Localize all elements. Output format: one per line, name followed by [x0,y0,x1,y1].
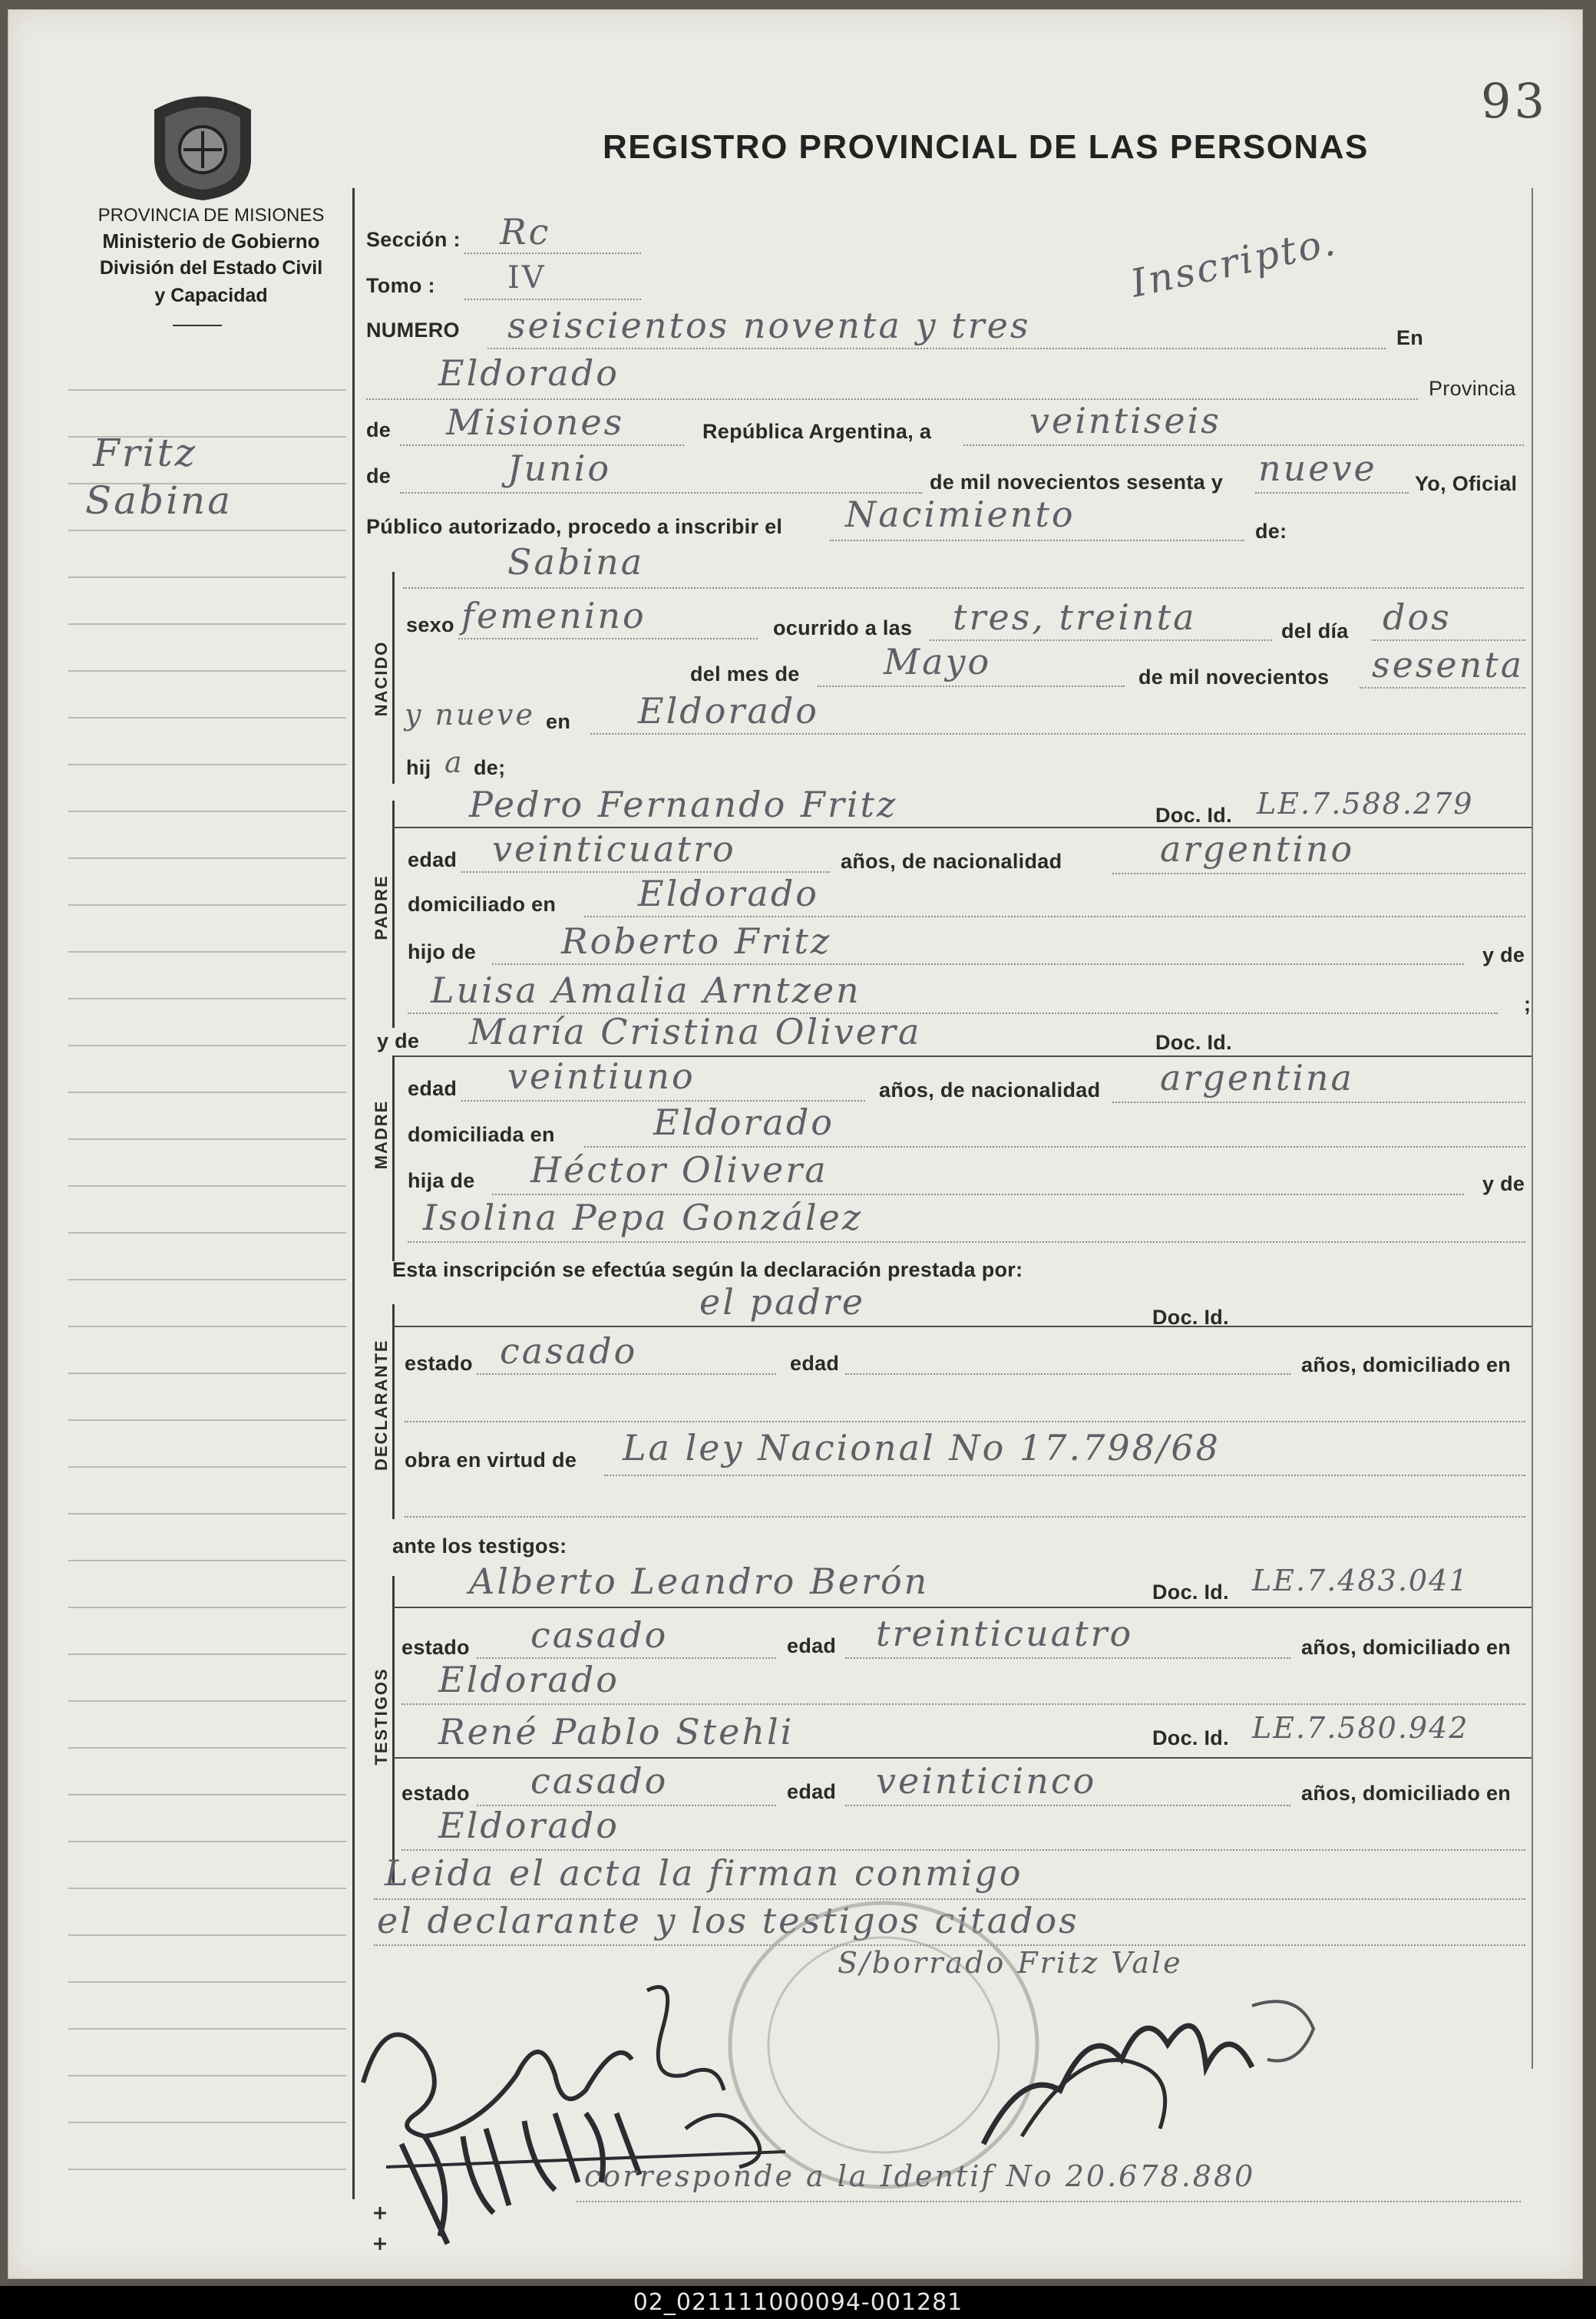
testigo2-doc-label: Doc. Id. [1152,1726,1229,1749]
numero-line [487,348,1386,349]
testigo1-dom-line [401,1703,1525,1705]
ocurrido-label: ocurrido a las [773,616,913,639]
tomo-line [464,299,641,300]
page-number: 93 [1481,73,1548,129]
margin-rule [68,1232,346,1234]
cierre-text-3: S/borrado Fritz Vale [838,1946,1183,1980]
testigo1-doc-label: Doc. Id. [1152,1581,1229,1604]
provincia-value: Misiones [446,401,625,443]
testigo2-estado-value: casado [530,1760,669,1802]
testigo2-dom-value: Eldorado [438,1805,620,1846]
nombre-value: Sabina [507,541,645,583]
testigo1-edad-value: treinticuatro [876,1613,1134,1654]
margin-rule [68,998,346,999]
en-nac-label: en [546,710,571,733]
testigo1-name: Alberto Leandro Berón [469,1561,930,1602]
testigo1-anios-label: años, domiciliado en [1301,1636,1512,1659]
anio-nac-cont: y nueve [405,698,535,732]
provincia-line [400,444,684,446]
sexo-line [458,638,758,639]
madre-dom-label: domiciliada en [408,1123,555,1146]
provincia-label: Provincia [1429,377,1516,400]
madre-name: María Cristina Olivera [469,1011,922,1052]
padre-hijo-de-label: hijo de [408,940,477,963]
margin-rule [68,1700,346,1702]
acto-value: Nacimiento [845,494,1076,535]
del-dia-label: del día [1281,619,1349,643]
padre-dom-value: Eldorado [638,873,819,914]
obra-value: La ley Nacional No 17.798/68 [623,1427,1221,1468]
declarante-estado-label: estado [405,1352,473,1375]
margin-rule [68,1419,346,1421]
oficial-label: Yo, Oficial [1415,472,1518,495]
del-mes-label: del mes de [690,662,800,685]
seccion-line [464,253,641,254]
padre-semicolon: ; [1524,993,1532,1016]
obra-label: obra en virtud de [405,1449,577,1472]
page-title: REGISTRO PROVINCIAL DE LAS PERSONAS [603,128,1369,166]
padre-madre-value: Luisa Amalia Arntzen [431,970,861,1011]
main-left-rule [352,188,355,2199]
testigo2-edad-value: veinticinco [876,1760,1097,1802]
anio-nac-value: sesenta [1372,644,1525,685]
madre-y-de-label: y de [377,1029,420,1052]
de-label: de [366,418,392,441]
madre-dom-line [584,1146,1525,1148]
tomo-value: IV [507,260,547,296]
tomo-label: Tomo : [366,274,435,297]
madre-nac-line [1112,1102,1525,1103]
anio-line [1255,492,1409,494]
margin-rule [68,1138,346,1140]
en-label: En [1396,326,1424,349]
margin-rule [68,1607,346,1608]
declarante-name: el padre [699,1281,866,1323]
agency-capacity: y Capacidad [154,285,268,306]
dia-value: veintiseis [1029,400,1221,441]
madre-nac-label: años, de nacionalidad [879,1079,1101,1102]
declarante-anios-label: años, domiciliado en [1301,1353,1512,1376]
padre-dom-line [584,916,1525,917]
madre-y-de-label-2: y de [1482,1172,1525,1195]
madre-rule [392,1055,395,1261]
madre-madre-line [408,1241,1525,1243]
padre-dom-label: domiciliado en [408,893,557,916]
lugar-nac-value: Eldorado [638,690,819,732]
declarante-name-rule [392,1326,1532,1327]
mil-nac-label: de mil novecientos [1138,666,1330,689]
footnote-text: corresponde a la Identif No 20.678.880 [584,2159,1256,2193]
anio-nac-line [1360,687,1525,689]
declarante-edad-line [845,1373,1290,1375]
madre-padre-value: Héctor Olivera [530,1149,828,1191]
signature-official [976,1975,1344,2159]
margin-rule [68,576,346,578]
nacido-rule [392,572,395,784]
madre-dom-value: Eldorado [653,1102,834,1143]
margin-rule [68,717,346,718]
coat-of-arms-seal [147,87,259,202]
lugar-value: Eldorado [438,352,620,394]
margin-rule [68,1466,346,1468]
testigo2-dom-line [401,1849,1525,1851]
tab-nacido: NACIDO [372,640,391,717]
margin-rule [68,857,346,859]
testigo1-estado-label: estado [401,1636,470,1659]
margin-rule [68,764,346,765]
lugar-line [366,398,1418,400]
margin-rule [68,1981,346,1983]
padre-padre-value: Roberto Fritz [561,920,832,962]
madre-hija-de-label: hija de [408,1169,475,1192]
margin-rule [68,951,346,953]
padre-doc-value: LE.7.588.279 [1257,787,1474,821]
tab-madre: MADRE [372,1099,391,1170]
margin-rule [68,1373,346,1374]
declarante-edad-label: edad [790,1352,840,1375]
lugar-nac-line [590,733,1525,735]
testigo2-edad-label: edad [787,1780,837,1803]
margin-rule [68,1888,346,1889]
testigo2-edad-line [845,1805,1290,1806]
hijo-de-label: de; [474,756,506,779]
sexo-value: femenino [461,595,646,636]
padre-name: Pedro Fernando Fritz [469,784,898,825]
de-colon-label: de: [1255,520,1287,543]
register-page [8,9,1583,2279]
margin-rule [68,1560,346,1561]
mes-value: Junio [507,448,612,489]
padre-nac-label: años, de nacionalidad [841,850,1062,873]
padre-nac-line [1112,873,1525,874]
margin-rule [68,1279,346,1280]
margin-rule [68,2075,346,2076]
margin-rule [68,1092,346,1093]
mes-nac-line [818,685,1125,687]
obra-line [604,1475,1525,1476]
padre-nac-value: argentino [1160,828,1355,870]
margin-rule [68,1513,346,1515]
hora-value: tres, treinta [953,596,1197,638]
declarante-doc-label: Doc. Id. [1152,1306,1229,1329]
scan-footer-bar [0,2286,1596,2319]
margin-rule [68,904,346,906]
margin-rule [68,1045,346,1046]
testigo1-edad-line [845,1657,1290,1659]
declarante-dom-line [405,1421,1525,1422]
margin-rule [68,811,346,812]
declaracion-label: Esta inscripción se efectúa según la declaración prestada por: [392,1258,1023,1281]
mes-nac-value: Mayo [884,641,992,682]
margin-rule [68,1747,346,1749]
testigo1-estado-value: casado [530,1614,669,1656]
testigo1-edad-label: edad [787,1634,837,1657]
signature-declarante-and-witness [355,1960,893,2251]
testigo2-estado-label: estado [401,1782,470,1805]
cierre-text-1: Leida el acta la firman conmigo [385,1852,1023,1894]
tab-declarante: DECLARANTE [372,1339,391,1471]
main-right-rule [1532,188,1533,2069]
declarante-rule [392,1304,395,1519]
dia-nac-line [1372,639,1525,641]
agency-province: PROVINCIA DE MISIONES [97,205,325,226]
padre-doc-label: Doc. Id. [1155,804,1232,827]
margin-rule [68,623,346,625]
padre-edad-value: veinticuatro [492,828,736,870]
seccion-label: Sección : [366,228,461,251]
madre-madre-value: Isolina Pepa González [423,1197,864,1238]
declarante-estado-value: casado [500,1330,638,1372]
hijo-suffix: a [444,745,464,779]
margin-rule [68,1185,346,1187]
margin-rule [68,1841,346,1842]
madre-nac-value: argentina [1160,1057,1354,1098]
testigo2-name: René Pablo Stehli [438,1711,795,1752]
testigo1-name-rule [392,1607,1532,1608]
margin-rule [68,1653,346,1655]
madre-edad-value: veintiuno [507,1055,696,1097]
agency-ministry: Ministerio de Gobierno [102,230,320,253]
padre-padre-line [492,963,1464,965]
scan-id: 02_021111000094-001281 [633,2289,963,2316]
anio-value: nueve [1258,448,1377,489]
numero-label: NUMERO [366,319,460,342]
margin-rule [68,1934,346,1936]
tab-testigos: TESTIGOS [372,1667,391,1766]
sexo-label: sexo [406,613,454,636]
obra-line-2 [405,1516,1525,1518]
de-label-2: de [366,464,392,487]
padre-edad-label: edad [408,848,458,871]
dia-line [963,444,1524,446]
publico-label: Público autorizado, procedo a inscribir el [366,515,783,538]
madre-doc-label: Doc. Id. [1155,1031,1232,1054]
margin-rule [68,2028,346,2030]
seccion-value: Rc [500,211,551,253]
padre-y-de-label: y de [1482,943,1525,966]
margin-rule [68,530,346,531]
margin-rule [68,1794,346,1795]
mil-label: de mil novecientos sesenta y [930,471,1224,494]
testigo2-name-rule [392,1757,1532,1759]
madre-edad-label: edad [408,1077,458,1100]
margin-note-surname: Fritz [93,431,198,475]
testigo1-doc-value: LE.7.483.041 [1252,1564,1469,1597]
numero-value: seiscientos noventa y tres [507,305,1031,346]
hijo-label: hij [406,756,431,779]
tab-padre: PADRE [372,874,391,940]
madre-padre-line [492,1194,1464,1195]
margin-rule [68,2169,346,2170]
annotation-stamp: Inscripto. [1126,219,1341,306]
testigos-label: ante los testigos: [392,1534,567,1558]
testigos-rule [392,1576,395,1883]
agency-underline [173,325,222,326]
testigo2-anios-label: años, domiciliado en [1301,1782,1512,1805]
dia-nac-value: dos [1383,596,1452,638]
margin-rule [68,670,346,672]
margin-note-name: Sabina [85,478,233,523]
acto-line [830,540,1244,541]
padre-rule [392,801,395,1028]
mes-line [400,492,922,494]
republica-label: República Argentina, a [702,420,932,443]
margin-rule [68,389,346,391]
agency-division: División del Estado Civil [99,257,323,279]
declarante-estado-line [477,1373,776,1375]
cierre-text-2: el declarante y los testigos citados [377,1900,1079,1941]
testigo1-dom-value: Eldorado [438,1659,620,1700]
testigo2-doc-value: LE.7.580.942 [1252,1711,1469,1745]
nombre-line [403,587,1524,589]
margin-rule [68,2122,346,2123]
margin-rule [68,1326,346,1327]
footnote-line [577,2201,1521,2202]
